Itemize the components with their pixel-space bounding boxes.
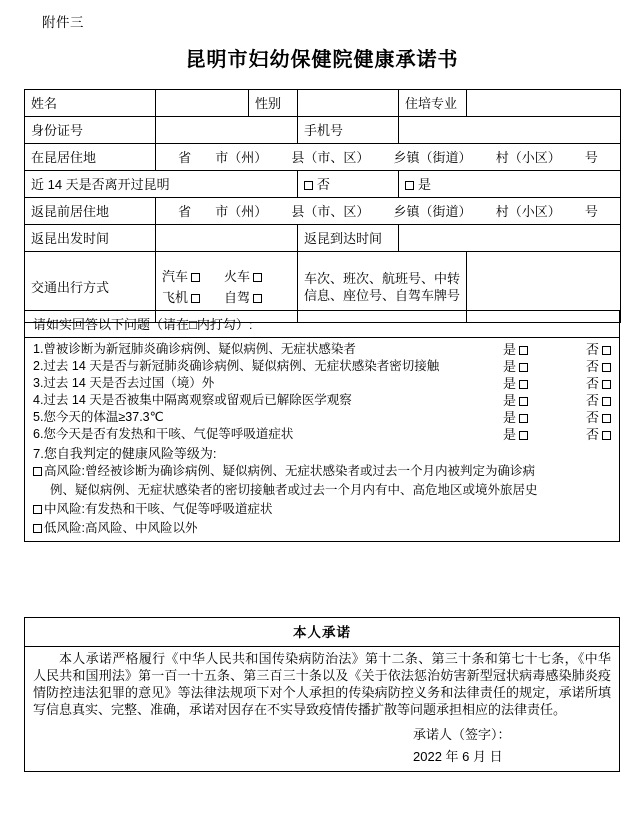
phone-label: 手机号 [298, 117, 399, 144]
question-1-text: 1.曾被诊断为新冠肺炎确诊病例、疑似病例、无症状感染者 [33, 342, 356, 356]
no-label: 否 [585, 342, 599, 357]
risk-option-medium[interactable] [33, 500, 611, 519]
checkbox-icon[interactable] [602, 431, 611, 440]
risk-option-medium-text: :有发热和干咳、气促等呼吸道症状 [81, 502, 273, 516]
question-1-answers [497, 341, 611, 358]
signature-label[interactable]: 承诺人（签字）： [413, 727, 511, 742]
signature-block [33, 724, 611, 768]
address-part-town: 乡镇（街道） [393, 149, 472, 165]
commitment-body-cell [25, 647, 620, 772]
commitment-body-text: 本人承诺严格履行《中华人民共和国传染病防治法》第十二条、第三十条和第七十七条，《中华人民共和国刑法》第一百一十五条、第三百三十条以及《关于依法惩治妨害新型冠状病毒感染肺炎疫情防控违法犯罪的意见》等法律法规项下对个人承担的传染病防控义务和法律责任的规定，承诺所填写信息真实、完整、准确，承诺对因存在不实导致疫情传播扩散等问题承担相应的法律责任。 [33, 651, 611, 717]
table-row [25, 647, 620, 772]
no-label: 否 [585, 359, 599, 374]
questions-table [24, 310, 620, 542]
depart-time-label: 返昆出发时间 [25, 225, 156, 252]
checkbox-icon[interactable] [519, 397, 528, 406]
address-part-county: 县（市、区） [291, 203, 370, 219]
no-label: 否 [585, 427, 599, 442]
residence-before-label: 返昆前居住地 [25, 198, 156, 225]
transport-label: 交通出行方式 [25, 252, 156, 323]
question-5-text: 5.您今天的体温≥37.3℃ [33, 410, 164, 424]
left-kunming-yes-option[interactable] [399, 171, 621, 198]
id-number-label: 身份证号 [25, 117, 156, 144]
specialty-label: 住培专业 [399, 90, 467, 117]
question-item [33, 341, 611, 358]
checkbox-icon[interactable] [602, 397, 611, 406]
left-kunming-label: 近 14 天是否离开过昆明 [25, 171, 298, 198]
checkbox-icon[interactable] [191, 273, 200, 282]
risk-option-low-label: 低风险 [44, 521, 82, 535]
yes-label: 是 [503, 342, 517, 357]
page-title: 昆明市妇幼保健院健康承诺书 [185, 49, 459, 71]
checkbox-icon[interactable] [33, 524, 42, 533]
question-5-yes[interactable] [503, 409, 528, 426]
table-row [25, 225, 621, 252]
transport-mode-car[interactable] [162, 266, 224, 287]
transport-mode-train-label: 火车 [224, 269, 251, 284]
checkbox-icon[interactable] [405, 181, 414, 190]
question-5-no[interactable] [586, 409, 611, 426]
question-4-yes[interactable] [503, 392, 528, 409]
question-5-answers [497, 409, 611, 426]
checkbox-icon[interactable] [304, 181, 313, 190]
gender-label: 性别 [249, 90, 298, 117]
question-item [33, 392, 611, 409]
left-kunming-no-label: 否 [317, 176, 331, 192]
address-part-province: 省 [178, 203, 192, 219]
checkbox-icon[interactable] [602, 414, 611, 423]
transport-mode-plane-label: 飞机 [162, 290, 189, 305]
name-value[interactable] [156, 90, 249, 117]
no-label: 否 [585, 393, 599, 408]
table-row [25, 171, 621, 198]
address-part-county: 县（市、区） [291, 149, 370, 165]
residence-kunming-value[interactable] [156, 144, 621, 171]
address-parts [162, 149, 614, 166]
question-1-yes[interactable] [503, 341, 528, 358]
address-part-number: 号 [584, 203, 598, 219]
transport-mode-selfdrive[interactable] [224, 287, 286, 308]
left-kunming-yes[interactable] [405, 176, 431, 193]
risk-option-high-continuation: 例、疑似病例、无症状感染者的密切接触者或过去一个月内有中、高危地区或境外旅居史 [50, 483, 538, 497]
address-part-city: 市（州） [215, 203, 268, 219]
table-row [25, 198, 621, 225]
arrive-time-value[interactable] [399, 225, 621, 252]
name-label: 姓名 [25, 90, 156, 117]
commitment-heading: 本人承诺 [25, 618, 620, 647]
specialty-value[interactable] [467, 90, 621, 117]
question-1-no[interactable] [586, 341, 611, 358]
checkbox-icon[interactable] [602, 380, 611, 389]
gender-value[interactable] [298, 90, 399, 117]
checkbox-icon[interactable] [519, 380, 528, 389]
address-part-village: 村（小区） [495, 149, 561, 165]
risk-option-low[interactable] [33, 519, 611, 538]
address-part-village: 村（小区） [495, 203, 561, 219]
transport-mode-train[interactable] [224, 266, 286, 287]
date-label[interactable]: 2022 年 6 月 日 [413, 749, 503, 764]
residence-kunming-label: 在昆居住地 [25, 144, 156, 171]
question-2-no[interactable] [586, 358, 611, 375]
question-6-yes[interactable] [503, 426, 528, 443]
id-number-value[interactable] [156, 117, 298, 144]
question-item [33, 375, 611, 392]
table-row [25, 90, 621, 117]
arrive-time-label: 返昆到达时间 [298, 225, 399, 252]
attachment-label: 附件三 [42, 15, 84, 30]
transport-detail-label: 车次、班次、航班号、中转信息、座位号、自驾车牌号 [298, 252, 467, 323]
checkbox-icon[interactable] [519, 414, 528, 423]
checkbox-icon[interactable] [519, 431, 528, 440]
yes-label: 是 [503, 393, 517, 408]
checkbox-icon[interactable] [602, 363, 611, 372]
checkbox-icon[interactable] [191, 294, 200, 303]
questions-body [25, 338, 620, 542]
question-2-yes[interactable] [503, 358, 528, 375]
question-3-yes[interactable] [503, 375, 528, 392]
question-4-answers [497, 392, 611, 409]
transport-mode-plane[interactable] [162, 287, 224, 308]
residence-before-value[interactable] [156, 198, 621, 225]
checkbox-icon[interactable] [519, 346, 528, 355]
address-part-number: 号 [584, 149, 598, 165]
address-part-town: 乡镇（街道） [393, 203, 472, 219]
checkbox-icon[interactable] [33, 505, 42, 514]
yes-label: 是 [503, 410, 517, 425]
questions-instruction: 请如实回答以下问题（请在□内打勾）: [25, 311, 620, 338]
question-3-text: 3.过去 14 天是否去过国（境）外 [33, 376, 215, 390]
question-item [33, 426, 611, 443]
checkbox-icon[interactable] [519, 363, 528, 372]
question-7-title: 7.您自我判定的健康风险等级为: [33, 446, 217, 461]
left-kunming-no-option[interactable] [298, 171, 399, 198]
question-3-answers [497, 375, 611, 392]
left-kunming-no[interactable] [304, 176, 330, 193]
yes-label: 是 [503, 376, 517, 391]
question-2-text: 2.过去 14 天是否与新冠肺炎确诊病例、疑似病例、无症状感染者密切接触 [33, 359, 440, 373]
yes-label: 是 [503, 359, 517, 374]
question-4-text: 4.过去 14 天是否被集中隔离观察或留观后已解除医学观察 [33, 393, 352, 407]
risk-option-high-text: :曾经被诊断为确诊病例、疑似病例、无症状感染者或过去一个月内被判定为确诊病 [81, 464, 535, 478]
no-label: 否 [585, 410, 599, 425]
checkbox-icon[interactable] [602, 346, 611, 355]
no-label: 否 [585, 376, 599, 391]
risk-option-high[interactable] [33, 462, 611, 481]
transport-mode-selfdrive-label: 自驾 [224, 290, 251, 305]
table-row [25, 144, 621, 171]
personal-info-table [24, 89, 621, 323]
risk-option-medium-label: 中风险 [44, 502, 82, 516]
question-item [33, 358, 611, 375]
address-parts [162, 203, 614, 220]
question-item [33, 409, 611, 426]
left-kunming-yes-label: 是 [418, 176, 432, 192]
question-6-text: 6.您今天是否有发热和干咳、气促等呼吸道症状 [33, 427, 294, 441]
table-row [25, 117, 621, 144]
depart-time-value[interactable] [156, 225, 298, 252]
checkbox-icon[interactable] [253, 294, 262, 303]
risk-option-high-label: 高风险 [44, 464, 82, 478]
yes-label: 是 [503, 427, 517, 442]
table-row [25, 618, 620, 647]
commitment-table [24, 617, 620, 772]
transport-mode-car-label: 汽车 [162, 269, 189, 284]
transport-modes [162, 266, 291, 308]
table-row [25, 311, 620, 338]
checkbox-icon[interactable] [33, 467, 42, 476]
question-4-no[interactable] [586, 392, 611, 409]
table-row [25, 338, 620, 542]
checkbox-icon[interactable] [253, 273, 262, 282]
question-6-answers [497, 426, 611, 443]
phone-value[interactable] [399, 117, 621, 144]
risk-option-low-text: :高风险、中风险以外 [81, 521, 198, 535]
question-3-no[interactable] [586, 375, 611, 392]
address-part-province: 省 [178, 149, 192, 165]
question-6-no[interactable] [586, 426, 611, 443]
question-2-answers [497, 358, 611, 375]
address-part-city: 市（州） [215, 149, 268, 165]
